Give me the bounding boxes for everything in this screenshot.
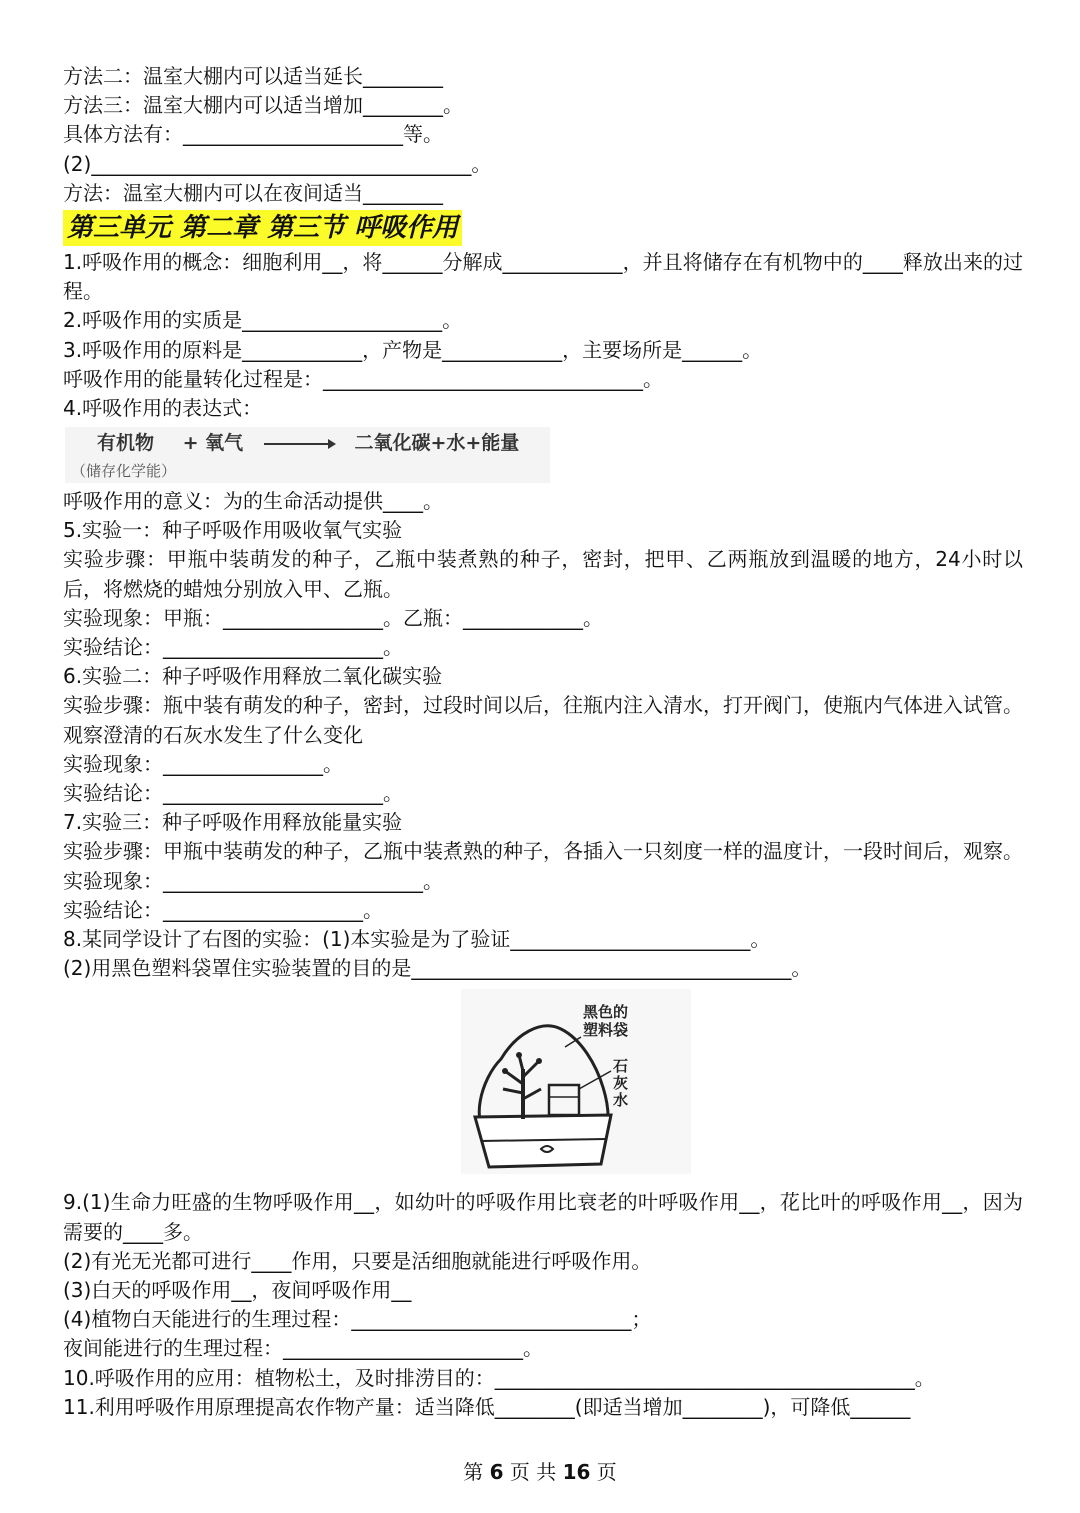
formula-reactant-organic: 有机物 [97,432,155,455]
lime-label-char3: 水 [613,1091,629,1110]
experiment-3-steps: 实验步骤：甲瓶中装萌发的种子，乙瓶中装煮熟的种子，各插入一只刻度一样的温度计，一段时间后，观察。 [63,839,1023,864]
page-footer [0,1456,1080,1485]
total-page-count: 16 [562,1460,591,1484]
formula-note: （储存化学能） [71,462,177,481]
bag-label-line1: 黑色的 [583,1003,629,1022]
experiment-2-steps: 实验步骤：瓶中装有萌发的种子，密封，过段时间以后，往瓶内注入清水，打开阀门，使瓶内气体进入试管。观察澄清的石灰水发生了什么变化 [63,693,1023,747]
text-line: 具体方法有：______________________等。 [63,122,443,147]
formula-products: 二氧化碳+水+能量 [354,432,520,455]
bag-label-line2: 塑料袋 [583,1021,629,1040]
experiment-figure [63,983,1023,1188]
section-heading: 第三单元 第二章 第三节 呼吸作用 [63,210,462,246]
text-line: 实验现象：________________。 [63,751,343,776]
text-line: 呼吸作用的意义：为的生命活动提供____。 [63,489,443,514]
experiment-1-steps: 实验步骤：甲瓶中装萌发的种子，乙瓶中装煮熟的种子，密封，把甲、乙两瓶放到温暖的地方，24小时以后，将燃烧的蜡烛分别放入甲、乙瓶。 [63,547,1023,601]
plant-leaf [502,1068,508,1074]
text-line: 方法三：温室大棚内可以适当增加________。 [63,93,463,118]
worksheet-page [63,62,1023,1422]
text-line: 8.某同学设计了右图的实验：(1)本实验是为了验证________________________。 [63,926,771,951]
footer-prefix: 第 [463,1460,484,1484]
plant-in-bag-illustration [461,989,691,1174]
text-line: 6.实验二：种子呼吸作用释放二氧化碳实验 [63,664,443,689]
question-9: 9.(1)生命力旺盛的生物呼吸作用__，如幼叶的呼吸作用比衰老的叶呼吸作用__，花比叶的呼吸作用__，因为需要的____多。 [63,1190,1023,1244]
question-1: 1.呼吸作用的概念：细胞利用__，将______分解成____________，并且将储存在有机物中的____释放出来的过程。 [63,249,1023,304]
lime-label-char2: 灰 [613,1074,629,1093]
text-line: 方法：温室大棚内可以在夜间适当________ [63,180,443,205]
text-line: (4)植物白天能进行的生理过程：____________________________； [63,1307,652,1332]
text-line: 实验现象：甲瓶：________________。乙瓶：____________。 [63,605,603,630]
respiration-formula-image [63,427,1023,485]
text-line: 实验结论：______________________。 [63,635,403,660]
lime-label-char1: 石 [613,1057,629,1076]
text-line: 呼吸作用的能量转化过程是：________________________________。 [63,366,663,391]
text-line: 实验现象：__________________________。 [63,868,443,893]
text-line: 4.呼吸作用的表达式： [63,395,263,420]
text-line: 10.呼吸作用的应用：植物松土，及时排涝目的：__________________________________________。 [63,1365,935,1390]
text-line: (2)______________________________________。 [63,151,492,176]
text-line: 5.实验一：种子呼吸作用吸收氧气实验 [63,518,403,543]
top-lines [63,62,1023,208]
formula-equation [97,429,519,458]
text-line: (3)白天的呼吸作用__，夜间呼吸作用__ [63,1277,412,1302]
formula-reactant-oxygen: + 氧气 [182,432,244,455]
text-line: 实验结论：____________________。 [63,897,383,922]
plant-leaf [536,1058,542,1064]
current-page-number: 6 [489,1460,504,1484]
text-line: 11.利用呼吸作用原理提高农作物产量：适当降低________(即适当增加________)，可降低______ [63,1394,911,1419]
arrow-right-icon [264,443,334,445]
text-line: 3.呼吸作用的原料是____________，产物是____________，主要场所是______。 [63,337,763,362]
plant-leaf [516,1052,522,1058]
text-line: 实验结论：______________________。 [63,781,403,806]
text-line: 方法二：温室大棚内可以适当延长________ [63,64,443,88]
text-line: 2.呼吸作用的实质是____________________。 [63,308,463,333]
footer-middle: 页 共 [509,1460,557,1484]
text-line: (2)用黑色塑料袋罩住实验装置的目的是______________________________________。 [63,956,812,981]
text-line: (2)有光无光都可进行____作用，只要是活细胞就能进行呼吸作用。 [63,1248,652,1273]
footer-suffix: 页 [596,1460,617,1484]
text-line: 7.实验三：种子呼吸作用释放能量实验 [63,810,403,835]
section-heading-row [63,208,1023,248]
text-line: 夜间能进行的生理过程：________________________。 [63,1336,543,1361]
